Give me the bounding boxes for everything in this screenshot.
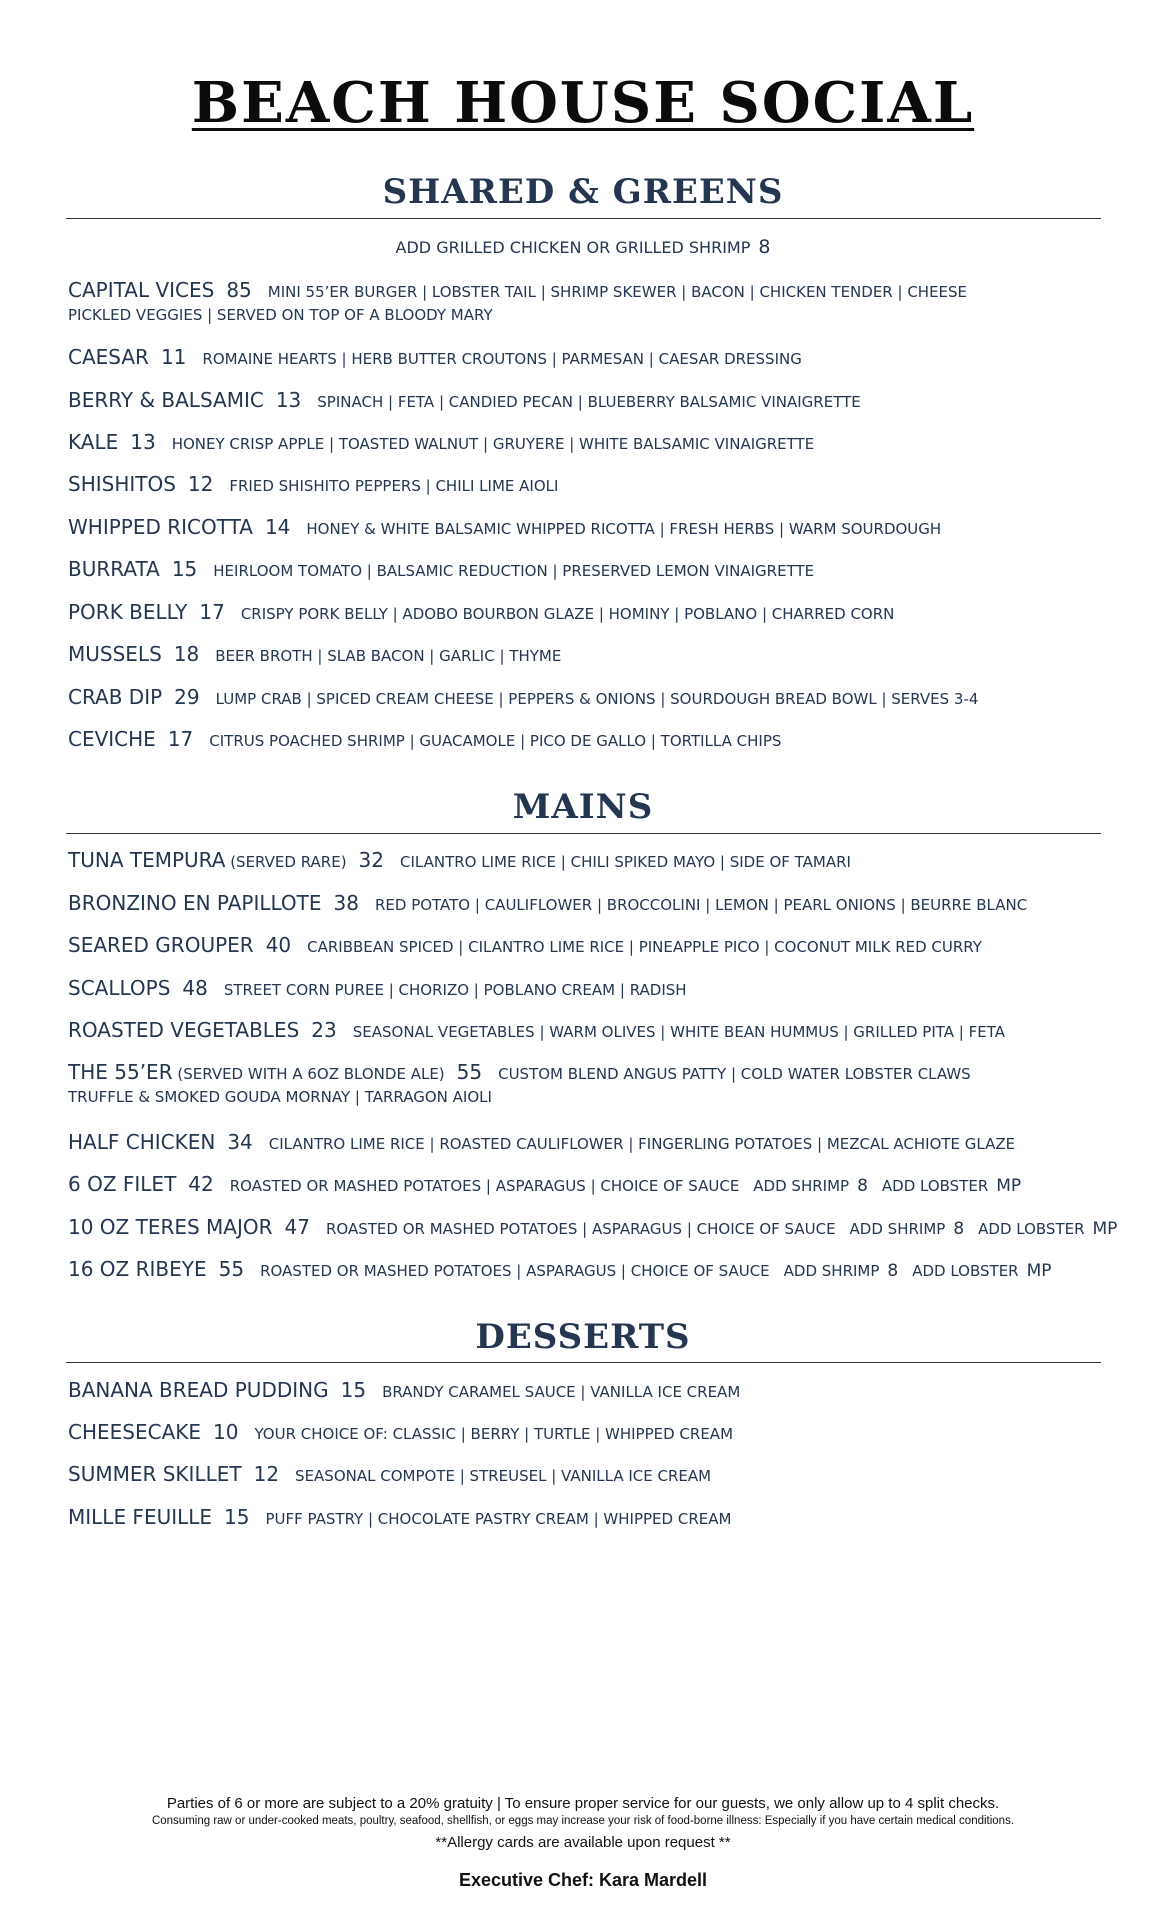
item-price: 12 [253, 1462, 280, 1486]
item-description: HEIRLOOM TOMATO | BALSAMIC REDUCTION | PRESERVED LEMON VINAIGRETTE [213, 562, 815, 580]
section-divider [66, 218, 1101, 219]
item-name: CRAB DIP [68, 685, 163, 709]
item-description-continued: PICKLED VEGGIES | SERVED ON TOP OF A BLOODY MARY [68, 306, 493, 324]
menu-item [68, 278, 1108, 324]
item-description: SPINACH | FETA | CANDIED PECAN | BLUEBERRY BALSAMIC VINAIGRETTE [317, 393, 861, 411]
item-price: 17 [199, 600, 225, 624]
item-description: CILANTRO LIME RICE | CHILI SPIKED MAYO | SIDE OF TAMARI [400, 853, 851, 871]
menu-item [68, 472, 1108, 496]
menu-item [68, 642, 1108, 666]
item-name: KALE [68, 430, 119, 454]
item-price: 38 [333, 891, 359, 915]
item-name: MILLE FEUILLE [68, 1505, 213, 1529]
item-name: BANANA BREAD PUDDING [68, 1378, 329, 1402]
section-heading-mains: MAINS [512, 787, 654, 827]
item-name: BRONZINO EN PAPILLOTE [68, 891, 322, 915]
item-description: ROASTED OR MASHED POTATOES | ASPARAGUS | CHOICE OF SAUCE [229, 1177, 740, 1195]
item-name: HALF CHICKEN [68, 1130, 216, 1154]
item-description: CUSTOM BLEND ANGUS PATTY | COLD WATER LOBSTER CLAWS [498, 1065, 971, 1083]
item-price: 47 [284, 1215, 310, 1239]
section-divider [66, 1362, 1101, 1363]
item-description-continued: TRUFFLE & SMOKED GOUDA MORNAY | TARRAGON AIOLI [68, 1088, 492, 1106]
item-price: 85 [226, 278, 252, 302]
item-description: HONEY & WHITE BALSAMIC WHIPPED RICOTTA | FRESH HERBS | WARM SOURDOUGH [306, 520, 942, 538]
item-description: CILANTRO LIME RICE | ROASTED CAULIFLOWER | FINGERLING POTATOES | MEZCAL ACHIOTE GLAZE [268, 1135, 1016, 1153]
item-addon-shrimp-price: 8 [857, 1176, 868, 1196]
item-name: ROASTED VEGETABLES [68, 1018, 300, 1042]
item-description: MINI 55’ER BURGER | LOBSTER TAIL | SHRIMP SKEWER | BACON | CHICKEN TENDER | CHEESE [267, 283, 968, 301]
item-addon-shrimp: ADD SHRIMP [783, 1262, 880, 1280]
item-name: 10 OZ TERES MAJOR [68, 1215, 273, 1239]
item-description: HONEY CRISP APPLE | TOASTED WALNUT | GRUYERE | WHITE BALSAMIC VINAIGRETTE [171, 435, 815, 453]
section-heading-desserts: DESSERTS [475, 1317, 691, 1357]
item-description: CRISPY PORK BELLY | ADOBO BOURBON GLAZE | HOMINY | POBLANO | CHARRED CORN [240, 605, 895, 623]
menu-item [68, 891, 1108, 915]
item-name: 6 OZ FILET [68, 1172, 177, 1196]
item-price: 42 [188, 1172, 214, 1196]
menu-item [68, 685, 1108, 709]
item-price: 55 [456, 1060, 483, 1084]
item-name: WHIPPED RICOTTA [68, 515, 253, 539]
item-price: 13 [275, 388, 302, 412]
item-description: BRANDY CARAMEL SAUCE | VANILLA ICE CREAM [382, 1383, 741, 1401]
menu-item [68, 848, 1108, 872]
item-name: SUMMER SKILLET [68, 1462, 242, 1486]
item-description: LUMP CRAB | SPICED CREAM CHEESE | PEPPERS & ONIONS | SOURDOUGH BREAD BOWL | SERVES 3-4 [215, 690, 979, 708]
item-description: SEASONAL VEGETABLES | WARM OLIVES | WHITE BEAN HUMMUS | GRILLED PITA | FETA [352, 1023, 1005, 1041]
item-name: TUNA TEMPURA [68, 848, 226, 872]
menu-item [68, 600, 1108, 624]
allergy-note: **Allergy cards are available upon request ** [435, 1834, 731, 1851]
item-price: 11 [160, 345, 187, 369]
menu-item [68, 727, 1108, 751]
item-price: 15 [224, 1505, 250, 1529]
menu-item [68, 1215, 1118, 1239]
item-addon-shrimp-price: 8 [887, 1261, 899, 1281]
item-name: CAPITAL VICES [68, 278, 215, 302]
item-description: ROMAINE HEARTS | HERB BUTTER CROUTONS | PARMESAN | CAESAR DRESSING [202, 350, 802, 368]
item-addon-lobster-price: MP [996, 1176, 1022, 1196]
item-addon-lobster-price: MP [1092, 1219, 1118, 1239]
item-addon-lobster: ADD LOBSTER [881, 1177, 989, 1195]
item-name: BURRATA [68, 557, 160, 581]
menu-item [68, 1257, 1108, 1281]
item-name: THE 55’ER [68, 1060, 173, 1084]
item-price: 40 [265, 933, 292, 957]
menu-item [68, 430, 1108, 454]
item-description: CITRUS POACHED SHRIMP | GUACAMOLE | PICO DE GALLO | TORTILLA CHIPS [209, 732, 782, 750]
item-description: ROASTED OR MASHED POTATOES | ASPARAGUS | CHOICE OF SAUCE [325, 1220, 836, 1238]
menu-item [68, 1462, 1108, 1486]
addon-price: 8 [758, 236, 771, 258]
menu-item [68, 1018, 1108, 1042]
item-name: 16 OZ RIBEYE [68, 1257, 207, 1281]
item-addon-shrimp-price: 8 [953, 1219, 965, 1239]
menu-item [68, 345, 1108, 369]
menu-item [68, 1420, 1108, 1444]
item-note: (SERVED WITH A 6OZ BLONDE ALE) [172, 1065, 445, 1083]
gratuity-note: Parties of 6 or more are subject to a 20% gratuity | To ensure proper service for our guests, we only allow up to 4 split checks. [166, 1795, 1000, 1812]
item-addon-lobster: ADD LOBSTER [912, 1262, 1019, 1280]
menu-item [68, 1060, 1108, 1106]
item-price: 15 [171, 557, 198, 581]
item-price: 55 [218, 1257, 245, 1281]
item-price: 18 [173, 642, 200, 666]
item-description: PUFF PASTRY | CHOCOLATE PASTRY CREAM | WHIPPED CREAM [265, 1510, 732, 1528]
item-price: 13 [130, 430, 156, 454]
item-description: CARIBBEAN SPICED | CILANTRO LIME RICE | PINEAPPLE PICO | COCONUT MILK RED CURRY [307, 938, 982, 956]
restaurant-title-wrap [0, 70, 1166, 136]
item-price: 29 [174, 685, 200, 709]
item-name: CEVICHE [68, 727, 156, 751]
item-price: 32 [358, 848, 384, 872]
menu-item [68, 557, 1108, 581]
addon-text: ADD GRILLED CHICKEN OR GRILLED SHRIMP [395, 238, 751, 257]
item-price: 34 [227, 1130, 253, 1154]
item-description: STREET CORN PUREE | CHORIZO | POBLANO CREAM | RADISH [223, 981, 687, 999]
item-name: CHEESECAKE [68, 1420, 202, 1444]
section-divider [66, 833, 1101, 834]
item-addon-shrimp: ADD SHRIMP [849, 1220, 946, 1238]
food-safety-note: Consuming raw or under-cooked meats, poultry, seafood, shellfish, or eggs may increase your risk of food-borne illness: Especially if you have certain medical conditions. [151, 1815, 1015, 1827]
menu-item [68, 976, 1108, 1000]
item-description: BEER BROTH | SLAB BACON | GARLIC | THYME [215, 647, 562, 665]
item-name: MUSSELS [68, 642, 162, 666]
menu-item [68, 1172, 1108, 1196]
section-heading-shared: SHARED & GREENS [382, 172, 784, 212]
executive-chef: Executive Chef: Kara Mardell [458, 1870, 708, 1890]
menu-item [68, 1130, 1108, 1154]
item-note: (SERVED RARE) [225, 853, 347, 871]
menu-item [68, 1378, 1108, 1402]
item-price: 17 [167, 727, 194, 751]
item-price: 15 [340, 1378, 367, 1402]
item-name: BERRY & BALSAMIC [68, 388, 264, 412]
item-addon-shrimp: ADD SHRIMP [753, 1177, 850, 1195]
item-description: ROASTED OR MASHED POTATOES | ASPARAGUS | CHOICE OF SAUCE [260, 1262, 770, 1280]
restaurant-title: BEACH HOUSE SOCIAL [191, 70, 975, 136]
item-description: RED POTATO | CAULIFLOWER | BROCCOLINI | LEMON | PEARL ONIONS | BEURRE BLANC [374, 896, 1028, 914]
item-name: CAESAR [68, 345, 149, 369]
item-name: SEARED GROUPER [68, 933, 254, 957]
addon-line [0, 236, 1166, 258]
item-description: YOUR CHOICE OF: CLASSIC | BERRY | TURTLE | WHIPPED CREAM [254, 1425, 734, 1443]
item-price: 48 [182, 976, 208, 1000]
item-addon-lobster: ADD LOBSTER [978, 1220, 1085, 1238]
item-price: 10 [213, 1420, 239, 1444]
item-price: 14 [264, 515, 291, 539]
menu-item [68, 388, 1108, 412]
item-name: SHISHITOS [68, 472, 176, 496]
item-description: FRIED SHISHITO PEPPERS | CHILI LIME AIOLI [229, 477, 559, 495]
item-price: 23 [311, 1018, 337, 1042]
menu-item [68, 515, 1108, 539]
item-name: SCALLOPS [68, 976, 171, 1000]
item-description: SEASONAL COMPOTE | STREUSEL | VANILLA ICE CREAM [295, 1467, 712, 1485]
menu-item [68, 1505, 1108, 1529]
item-addon-lobster-price: MP [1026, 1261, 1052, 1281]
menu-item [68, 933, 1108, 957]
item-name: PORK BELLY [68, 600, 188, 624]
item-price: 12 [187, 472, 214, 496]
